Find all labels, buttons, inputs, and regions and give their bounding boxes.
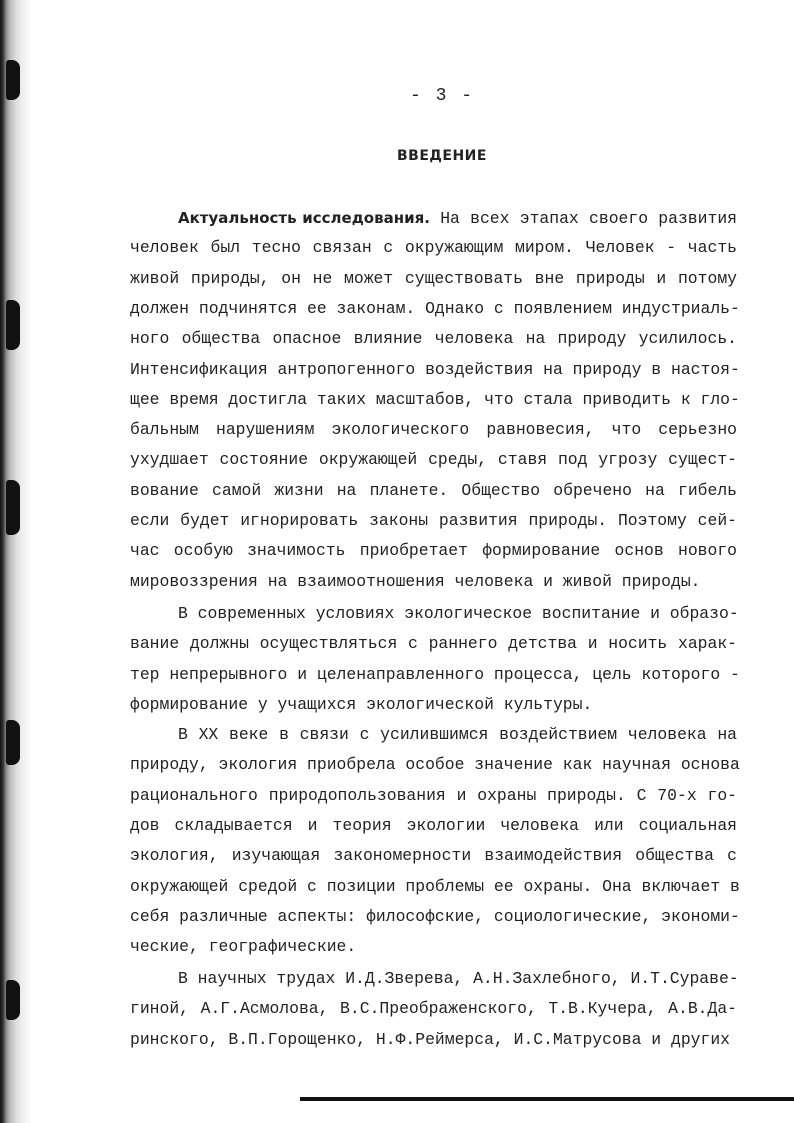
text-line: гиной, А.Г.Асмолова, В.С.Преображенского, Т.В.Кучера, А.В.Да-: [130, 999, 737, 1019]
text-line: вование самой жизни на планете. Общество обречено на гибель: [130, 480, 737, 500]
text-line: если будет игнорировать законы развития природы. Поэтому сей-: [130, 511, 737, 530]
scan-artifact: [6, 480, 20, 535]
text-line: формирование у учащихся экологической культуры.: [130, 694, 593, 714]
text-line: В научных трудах И.Д.Зверева, А.Н.Захлебного, И.Т.Сураве-: [178, 969, 739, 988]
text-line: щее время достигла таких масштабов, что стала приводить к гло-: [130, 389, 740, 409]
text-line: Интенсификация антропогенного воздействия на природу в настоя-: [130, 359, 740, 379]
scan-artifact: [6, 720, 20, 765]
text-line: человек был тесно связан с окружающим миром. Человек - часть: [130, 238, 737, 258]
scan-edge-shadow: [0, 0, 32, 1123]
text-line: вание должны осуществляться с раннего детства и носить харак-: [130, 634, 737, 654]
text-line: мировоззрения на взаимоотношения человека и живой природы.: [130, 571, 701, 591]
text-line: природу, экология приобрела особое значение как научная основа: [130, 755, 740, 775]
scan-artifact: [6, 60, 20, 100]
text-line: дов складывается и теория экологии человека или социальная: [130, 815, 737, 835]
text-line: ухудшает состояние окружающей среды, ставя под угрозу сущест-: [130, 450, 737, 470]
text-line: ного общества опасное влияние человека на природу усилилось.: [130, 329, 737, 349]
text-line: рационального природопользования и охраны природы. С 70-х го-: [130, 785, 737, 805]
text-line-rest: На всех этапах своего развития: [429, 209, 737, 228]
bottom-rule: [300, 1097, 794, 1101]
text-line: живой природы, он не может существовать вне природы и потому: [130, 268, 737, 288]
text-line: ческие, географические.: [130, 937, 357, 957]
scan-artifact: [6, 980, 20, 1020]
text-line: ринского, В.П.Горощенко, Н.Ф.Реймерса, И.С.Матрусова и других: [130, 1029, 730, 1049]
text-line: В XX веке в связи с усилившимся воздействием человека на: [178, 725, 737, 744]
text-line: экология, изучающая закономерности взаимодействия общества с: [130, 846, 737, 866]
text-line: [178, 208, 737, 229]
section-title: ВВЕДЕНИЕ: [397, 148, 487, 164]
text-line: должен подчинятся ее законам. Однако с появлением индустриаль-: [130, 298, 740, 318]
text-line: час особую значимость приобретает формирование основ нового: [130, 541, 737, 561]
text-line: бальным нарушениям экологического равновесия, что серьезно: [130, 420, 737, 440]
text-line: В современных условиях экологическое воспитание и образо-: [178, 604, 739, 623]
paragraph-lead: Актуальность исследования.: [178, 209, 430, 227]
scan-artifact: [6, 300, 20, 350]
text-line: окружающей средой с позиции проблемы ее охраны. Она включает в: [130, 876, 740, 896]
text-line: себя различные аспекты: философские, социологические, экономи-: [130, 906, 740, 926]
page-number: - 3 -: [410, 86, 475, 106]
text-line: тер непрерывного и целенаправленного процесса, цель которого -: [130, 664, 740, 684]
